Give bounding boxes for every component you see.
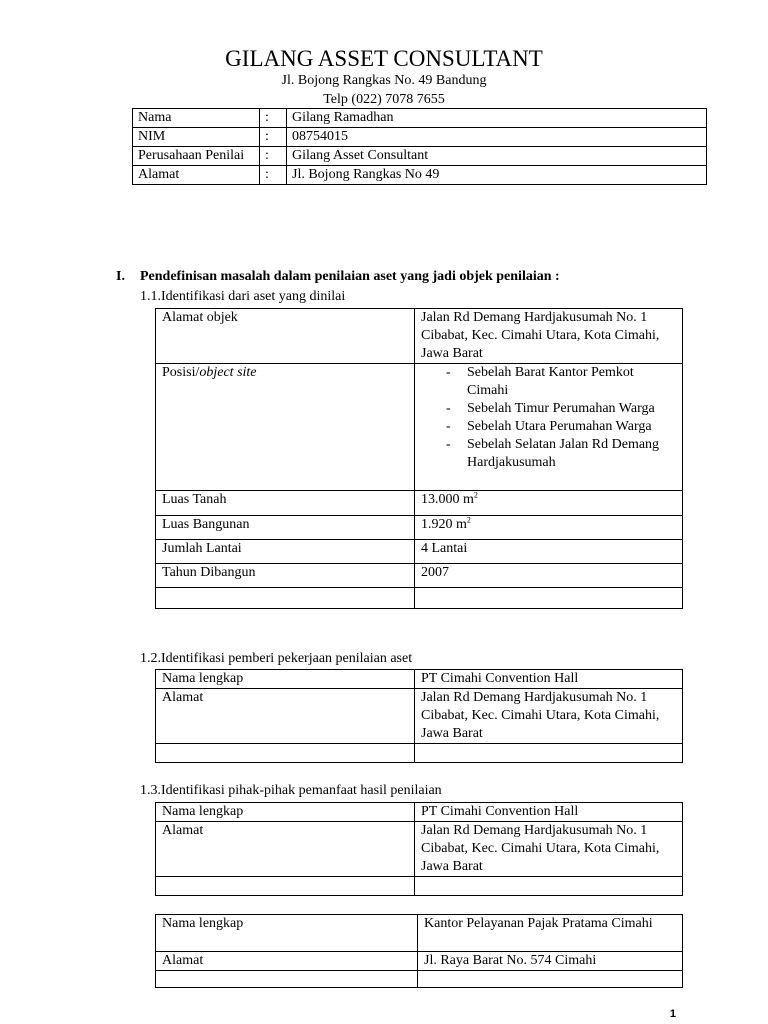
subsection-heading-1-3: 1.3.Identifikasi pihak-pihak pemanfaat hasil penilaian <box>140 783 442 798</box>
company-title: GILANG ASSET CONSULTANT <box>225 46 543 71</box>
posisi-label-italic: object site <box>199 365 257 380</box>
list-item: - Sebelah Utara Perumahan Warga <box>467 418 676 436</box>
empty-cell <box>156 971 418 988</box>
table-row <box>156 689 683 744</box>
user-value: Kantor Pelayanan Pajak Pratama Cimahi <box>418 915 683 952</box>
table-row <box>156 971 683 988</box>
identity-sep: : <box>260 109 287 128</box>
area-unit-sup: 2 <box>466 515 471 525</box>
empty-cell <box>415 877 683 896</box>
asset-value: Jalan Rd Demang Hardjakusumah No. 1 Cibabat, Kec. Cimahi Utara, Kota Cimahi, Jawa Barat <box>415 309 683 364</box>
empty-cell <box>415 588 683 609</box>
luas-bangunan-value: 1.920 m <box>421 517 467 532</box>
table-row <box>133 109 707 128</box>
empty-cell <box>156 877 415 896</box>
posisi-list <box>421 364 676 472</box>
table-row <box>156 822 683 877</box>
empty-cell <box>418 971 683 988</box>
table-row <box>156 309 683 364</box>
identity-label: Perusahaan Penilai <box>133 147 260 166</box>
asset-value: 4 Lantai <box>415 540 683 564</box>
table-row <box>156 564 683 588</box>
identity-sep: : <box>260 147 287 166</box>
page-number: 1 <box>669 1008 676 1020</box>
luas-tanah-value: 13.000 m <box>421 492 474 507</box>
client-table <box>155 669 683 763</box>
user-label: Alamat <box>156 822 415 877</box>
subsection-heading-1-1: 1.1.Identifikasi dari aset yang dinilai <box>140 289 346 304</box>
empty-cell <box>156 744 415 763</box>
user-table <box>155 802 683 896</box>
user-value: Jalan Rd Demang Hardjakusumah No. 1 Cibabat, Kec. Cimahi Utara, Kota Cimahi, Jawa Barat <box>415 822 683 877</box>
list-item: - Sebelah Barat Kantor Pemkot Cimahi <box>467 364 676 400</box>
list-item: - Sebelah Selatan Jalan Rd Demang Hardjakusumah <box>467 436 676 472</box>
table-row <box>156 670 683 689</box>
asset-label: Luas Tanah <box>156 491 415 516</box>
identity-value: Jl. Bojong Rangkas No 49 <box>287 166 707 185</box>
identity-sep: : <box>260 128 287 147</box>
client-label: Nama lengkap <box>156 670 415 689</box>
table-row <box>133 147 707 166</box>
client-label: Alamat <box>156 689 415 744</box>
table-row <box>156 952 683 971</box>
identity-label: NIM <box>133 128 260 147</box>
asset-value: 2007 <box>415 564 683 588</box>
table-row <box>156 588 683 609</box>
posisi-label: Posisi/ <box>162 365 200 380</box>
asset-label: Luas Bangunan <box>156 516 415 540</box>
asset-table <box>155 308 683 609</box>
section-title: Pendefinisan masalah dalam penilaian aset yang jadi objek penilaian : <box>140 269 560 284</box>
empty-cell <box>156 588 415 609</box>
identity-value: 08754015 <box>287 128 707 147</box>
table-row <box>156 516 683 540</box>
identity-value: Gilang Ramadhan <box>287 109 707 128</box>
identity-label: Alamat <box>133 166 260 185</box>
area-unit-sup: 2 <box>473 490 478 500</box>
subsection-heading-1-2: 1.2.Identifikasi pemberi pekerjaan penilaian aset <box>140 651 413 666</box>
table-row <box>156 915 683 952</box>
asset-label: Tahun Dibangun <box>156 564 415 588</box>
asset-label: Jumlah Lantai <box>156 540 415 564</box>
asset-value <box>415 491 683 516</box>
user-value: Jl. Raya Barat No. 574 Cimahi <box>418 952 683 971</box>
asset-value <box>415 516 683 540</box>
table-row <box>156 803 683 822</box>
company-address: Jl. Bojong Rangkas No. 49 Bandung <box>281 73 487 88</box>
identity-sep: : <box>260 166 287 185</box>
user-label: Nama lengkap <box>156 803 415 822</box>
client-value: PT Cimahi Convention Hall <box>415 670 683 689</box>
user-label: Alamat <box>156 952 418 971</box>
table-row <box>156 877 683 896</box>
asset-label: Alamat objek <box>156 309 415 364</box>
asset-label <box>156 364 415 491</box>
table-row <box>133 166 707 185</box>
user-value: PT Cimahi Convention Hall <box>415 803 683 822</box>
asset-value <box>415 364 683 491</box>
client-value: Jalan Rd Demang Hardjakusumah No. 1 Cibabat, Kec. Cimahi Utara, Kota Cimahi, Jawa Barat <box>415 689 683 744</box>
section-number: I. <box>116 269 125 284</box>
identity-table <box>132 108 707 185</box>
user-label: Nama lengkap <box>156 915 418 952</box>
identity-value: Gilang Asset Consultant <box>287 147 707 166</box>
user-table-2 <box>155 914 683 988</box>
table-row <box>156 744 683 763</box>
table-row <box>156 364 683 491</box>
table-row <box>156 491 683 516</box>
list-item: - Sebelah Timur Perumahan Warga <box>467 400 676 418</box>
table-row <box>133 128 707 147</box>
table-row <box>156 540 683 564</box>
identity-label: Nama <box>133 109 260 128</box>
company-phone: Telp (022) 7078 7655 <box>323 92 445 107</box>
empty-cell <box>415 744 683 763</box>
